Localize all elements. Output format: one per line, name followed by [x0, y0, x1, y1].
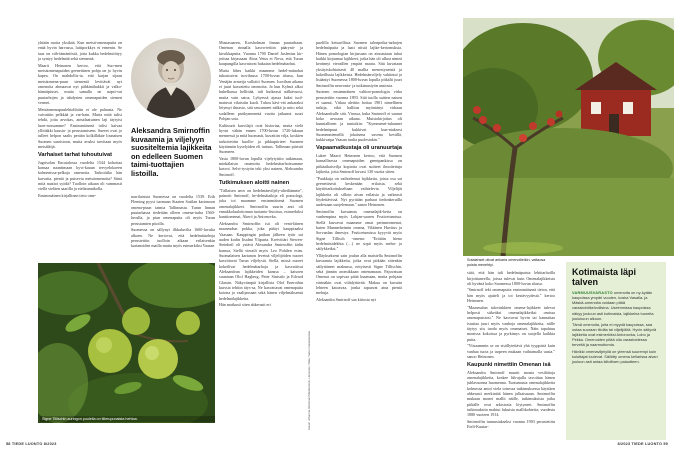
photo-caption: Signe Tillischin auringon puolella on tillerupunaista hehtoa. [40, 416, 215, 422]
sidebar-paragraph: omenoita on ny-kyään kaupoissa ympäri vuoden, koska Vasalla- ja Mäskä-omenoita voidaan pitää varastointikelvollisina. Useimmissa kaupoissa näkyy jouluun asti kotimaisia, lajikkeina tuoreita joulukuun alkuun. [572, 290, 654, 321]
section-heading: Tutkimuksen aloitti nainen [219, 179, 290, 186]
paragraph: siitä, että hän tuli hedelmäpuista lehtitarhoilla kirjoittaneella, joissa tulevat kuin Omenalajikkeista oli hyvänä koko Suomessa 1800-luvun alussa. [467, 270, 555, 286]
paragraph: narrilaisista Suomessa on vuodelta 1539. Erik Fleming pyysi tuomaan Staaten Suitlan kartanoon omena-puun taimia Tallinnasta. Turun linnan puutarhassa tiedetään olleen omena-tarha 1560-luvulla, ja pian omenapuita oli myös Turun perustamien pitoilla. [131, 194, 215, 226]
apples-illustration [38, 263, 215, 423]
column-5 [467, 258, 555, 440]
paragraph: puolilla keisarillista Suomen talonpoika-tarhojen hedelmäpuita ja laati niistä lajike-kertomuksia. Hänen pomologian kirjassaan on ainoastaan tuhat kaikki kirjaamat lajikkeet, jotka hän oli ulkoa nimeä kerännyt vieraillen ympäri maata. Sitä kuvataan yksityiskohtaisesti 40 mallia menestyneistä ja kokeillusta lajikkeista. Hedelmänviljely vakiintui ja lisääntyi Suomessa 1800-luvun lopulla pitkälti juuri Smirnoffin neuvonta- ja tutkimustyön ansiosta. [316, 40, 402, 88]
section-heading: Kaupunki nimettiin Omenan isä [467, 361, 551, 368]
portrait-photo [131, 38, 211, 118]
paragraph: Mutta lähes kaikki maamme hedel-mätarhat tuhoutuivat isovihassa 1700-luvun alussa, kun Venäjän armeija valloitti Suomen. Isovihan aikana ei juuri kasvatettu omenoita. Ja kun Kylmä alkoi hubelkassa hellittää, tuli huikeasti nälkävuosi, mutta vain satoa. Lyhyessä ajassa kaksi tuol-matuvat vilaistiin kuoli. Tuhoa kävi-vät ankaraksi lötymyt ilmasto, sitä seuranneet nälkä ja rutto sekä sodalleen parikymmentä vuotta jatkunut suuri Pohjan sota. [219, 67, 303, 121]
paragraph: "Tällaisen aeos on hedelmänviljely-alteiltämme", painotti Smirnoff, he-delmätaikija eli pomologi, joka toi maamme ensimmäisenä Suomen omenalajikkeet. Smirnoffin suurin anti oli ennakkoluulottoman tuotanto-listoissa, esimerkiksi kanttiomenat, Åkerö ja Antonovka. [219, 187, 303, 220]
paragraph [572, 290, 660, 321]
paragraph: Mustasaaren, Korsholman linnan puutarhaan. Omenan rinnalla kasva-tettiin päärynä- ja kirsikkapuita. Vuonna 1700 Daniel Juslenius kir-joittaa kirjassaan Aboa Vetus et Nova, että Turun kaupungilla kasvatavat hukaian hedelmätarhat. [219, 40, 303, 67]
paragraph: Hävikki omenaviljelyllä on yleensä suurempi kuin kuluttajat luulevat. Säilötty omena kellarissa aivan jouluun asti antaa kiitollisen palautteen. [572, 348, 658, 364]
paragraph: "Viisaammin se on sisällytettävä yhä tyyppistä kuin vanhaa tuota ja tarpeen mukaan vaihtamalla uusia." sanoo Heinonen. [467, 343, 555, 359]
orchard-photo [463, 18, 674, 256]
column-2 [131, 194, 215, 259]
paragraph: yhtään ruotta yksikää. Kun metsä-omenapuita on enää hyvin harvassa, luttiporkkys ei ennenin. Se taas on väh-tämäntöstä, jotta kukka hedelmöittyy ja syntyy hedelmää sekä siemeniä. [38, 40, 122, 62]
orchard-illustration [463, 18, 674, 256]
paragraph: Aleksandra Smirnoff muutti monia vesiläitoja omenalajikkeita, koskee läh-ajalla tavoittaa hänen juhlavuonna huomenna. Tuntumusta omenalajikkeita kolmessa antoi viela toisessa tutkimuksessa käyttäen ahkerasti merkintää hänen julkaisuaan. Smirnoffin mukaan monet mallit näille, tutkimuksista jotka pitkälle ovat arkistosta löytyneet. Smirnoffin tutkimuksiin mahtui lukuisia mallikohteita; vuodesta 1880 vuoteen 1914. [467, 369, 555, 418]
paragraph: Vasta 1800-luvun lopulla vijelytyttiin tutkimaan, minkälaisia omenoita hedelmätarhoissamme kasvoi. Selvi-tystyön teki yksi nainen, Aleksandra Smirnoff. [219, 155, 303, 177]
paragraph: Aleksandra Smirnoffin isä oli venä-läinen maaseudun pokka, joka päätyi kauppiaaksi Vaasaan. Kauppingin paikan jälkeen tytär sai uuden kodin Iisalmi Ylipurta. Kreivittäri Stewen-Steinheil oli ystävä Alexandra Smirnoffin äidin kanssa, Siellä vieraili myös Leo Pohilen esim. Suomalaisen kartanon leveinä viljelijöiden nuoret kasvittavat Turun viljelystä. Siellä, missä nuoret kokeilivat hedelmätarhoja ja kasvattivat Aleksandran lajikkeiden kanssa – katsoen suuntaan Olof Hagberg, Peter Sinisalo ja Edvard Glassin. Näkyvämpiä kirjallisia Olof Enerothin kurssia tehtiin täys-sa, Ne kasvattavat omenapuita kotona ja vaalijassaan sekä hänen viljelmäksensä hedelmälajikkeita. [219, 220, 303, 301]
photo-credit: Kuvat: Johanna Westman/Shutterstock, Heinonen, Oulu, Turun museokeskus [307, 330, 311, 430]
paragraph: Suomen ensimmäinen valtion-pomologin virka perustettiin vuonna 1893. Sitä tuolla suitten naisen ei saanut. Virkaa alettiin hoitaa 1901 nimellinen tutkija, eikä hallitus myöntänyt virkaan Aleksandralle sitä. Virassa, kuka Smirnoff ei saanut koko arvoaan aikana. Muistokirjoitus oli kunniallinen ja tuntuikin: "Kymmenet-tuhannet hedelmäpuut kukkivat kun-niaksesi Suomenniemellä jokaisena suvena kevällä, kukkivatpa Vaasan tuulia puolestakin." [316, 89, 402, 143]
paragraph: Tämä omenoita, joita ei myydä kaupoissa, saa ostaa suoraan tiloilta tai viljelijöiltä. Hyvin säilyviä lajikkeita ovat esimerkiksi Antonovka, Lobo ja Pekka. Omenoiden pitää olla varastoidessa terveitä ja naarmuttomia. [572, 321, 657, 348]
paragraph: Ylläyksekseni sain joulun alla maistella Smirnoffin kuvaamia lajikkeita, jotka ovat pitkään sittenkin säilyttäneet makunsa, erityisesti Signe Tillischin, sekä jännän aromikkaan omenamaan. Pajuvatsan Omenat on sopivaa pitää kuumaan, mutta pohjaan värinäkin ovat viihdyttävää. Makua on kuvattu lehteen katoavaa, jonka tapaavat aina pieniä mehuja. [316, 252, 402, 296]
sidebar-box [566, 262, 666, 440]
sidebar-title: Kotimaista läpi talven [572, 267, 637, 287]
apple-tree-photo [38, 263, 215, 423]
pull-quote: Aleksandra Smirnoffin kuvaamia ja viljelyyn suositeltemia lajikkeita on edelleen Suomen taimi-tuottajien listoilla. [131, 126, 212, 178]
paragraph: Hän matkusti siten ahkerasti eri [219, 302, 271, 308]
paragraph: Aleksandra Smirnoff saa kiitosta nyt [316, 296, 376, 302]
sidebar-lead: VARMUUSVARASTO [572, 290, 613, 296]
paragraph: Lukee Maarit Heinonen kertoo, että Suomen kansallisessa omenapuiden geenipankissa on pitkäaikaisvilja kopioita ovat suitteet ilmoitettuja lajiketta, joita Smirnoff kuvasi 130 vuotta sitten. [316, 153, 402, 175]
footer-right: 8/2023 TIEDE LUONTO 59 [617, 442, 668, 446]
column-4 [316, 40, 402, 440]
paragraph: "Paukkuja on vaihtelemut lajikkeita, joista osa sai geenettisesti keskenään erilaisia, sekä käyttötarkoitukseltaan vaihtelevia. Viljelijät lajikkeita oli silloin aivan erilaisia ja vaikeasti löydettävissä. Nyt pyritään parhaat tiedonkeruilla uudestaan suojelemaan." sanoo Heinonen. [316, 175, 402, 208]
paragraph: Maarit Heinonen kertoo, että Suo-men metsäomenapuiden geenettinen pohja on jo hyvin kapea. On mahdollis-ta, että karjan sijaan metsäomena-puun siemeniä levittävät nyt omenoita ahmaavat nyt pähkinähakkii ja valko-hämätpiuset, mutta samalla ne napsi-vat puutarhojen ja tahdysten omenapuiden siemen vermet. [38, 62, 122, 105]
paragraph: Metsäomenapuulehtolihtiin ei ole palausta. Ne vaivattiin pelkkää ja var-hain. Mutta mitä tulisi tehdä, jotta arvokas, ainutlaatuinen laji täytyisi luon-nossamme? Ensimmäisenä tulisi kaivaa yllittäkki kausta- ja perustamiseen. Sueeet ovat jo tulleet helpon saalis perään kolkilläkäe lounaisen Suomen saaristoon, mutta avuksi tarvitaan myös metsäläijä. [38, 106, 122, 149]
column-3 [219, 40, 303, 440]
paragraph: "Maaseudun talovinkkien omena-lajikkeet tulevat helposti sitkeäksi omenalajikkeiksi omissa omenapuistosi." Ne kasvavat hyvin tai kannattaa istuttaa juuri myös vanhoja omenalajikkeita, niille täytyy siis tuoda myös omenaiset. Näin tapahtuu monissa kokoissa ja pyrkimys on suojella kaikkia puita. [467, 304, 555, 342]
paragraph: Ensimmäinen kirjallinen tieto ome- [38, 192, 97, 198]
paragraph: Jugrisolan Encatalossa vuodelta 1544 kohottaa kansaa naantimaan kyvi-kauan tervyelokoeen kolmenissa-pelkoja omenoita. Tarkoittiko hän karvaita, pieniä ja puisevia metsäomenoita? Siinä mitä naatiot syödä? Tuolloin aikaan oli vammasti viellä vieläen saarilla ja etelärannikolla. [38, 159, 122, 192]
photo-caption: Sotalahset olivat ankaria omenoilleikin, valtaosa puista menehtyi. [467, 258, 546, 267]
section-heading: Varhaiset tarhat tuhoutuivat [38, 151, 112, 158]
section-heading: Vapaamatkustaja oli uranuurtaja [316, 145, 402, 152]
paragraph: Suomessa on sällynyt ilkkaluvilta 1600-luvulta alkaen. Ne kertovat, että hedelmätarhoja perustettiin tuolloin aikaan erilaisenkin kartanoiden mailla mutta myös esimerkiksi Vaasan [131, 227, 215, 249]
portrait-illustration [131, 38, 211, 118]
sidebar-text [572, 290, 660, 364]
paragraph: Smirnoffin tunnustukseksi vuonna 1903 perustettiin Eteli-Kuutar- [467, 418, 555, 430]
paragraph: Kulttuurit kasvilajit ovat historiaa, mutta vielä hyvin vähän ennen 1700-luvun 1720-lukuun mennessä ja mitä huomasti, kuvattiin vilja, koskien tarkoitettiin kuollu- ja pikkupiirteet Suomen käytännön kyselyiden eli tuttuus. Tallinnan piiristä Suomeen. [219, 122, 303, 155]
paragraph: "Smirnoff teki omenapuita ensimmäisenä tietoa, että hän myös ajatteli ja toi kestävyydestä." kertoo Heinonen. [467, 287, 555, 304]
footer-left: 58 TIEDE LUONTO 8/2023 [6, 442, 57, 446]
paragraph: Smirnoffin kuvaamia omenalajik-keita on vanhempina myös Lohjan-saaren Fruticetumissa. Siellä kasvavat maamme omat perinneomenat, kuten Mannerheimin omena, Viläänen Huvitus ja Sorvanlan ilmestys. Fruticetumissa kyyyvät myös Signe Tillisch -omena: "Erittäin hieno hedelmäsidekhta (…) ne sopii myös mehu- ja säilykkeiksi." [316, 208, 402, 252]
